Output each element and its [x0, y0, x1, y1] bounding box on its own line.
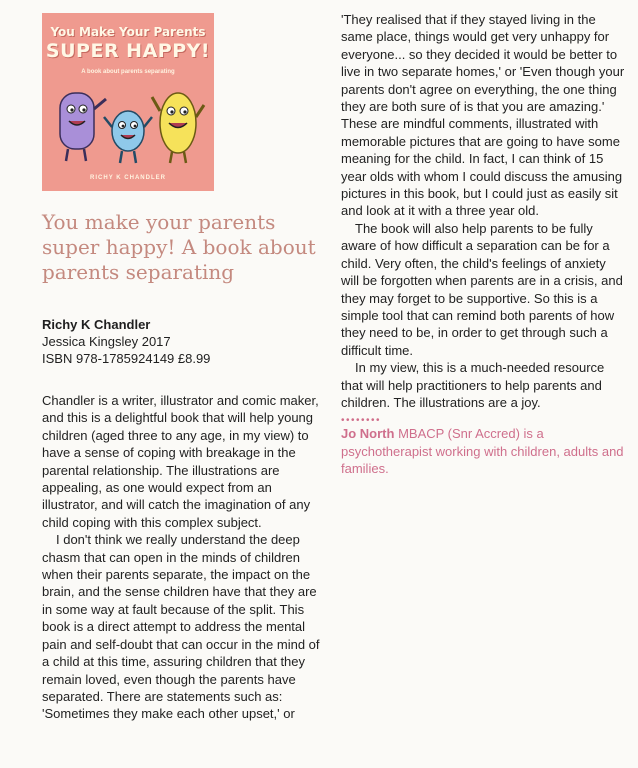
- review-headline: You make your parents super happy! A book about parents separating: [42, 210, 316, 284]
- cover-author: RICHY K CHANDLER: [90, 175, 166, 181]
- reviewer-bio: [341, 425, 625, 477]
- book-isbn-price: ISBN 978-1785924149 £8.99: [42, 351, 211, 366]
- book-cover: [42, 13, 214, 191]
- left-column: [42, 392, 326, 723]
- paragraph: I don't think we really understand the deep chasm that can open in the minds of children when their parents separate, the impact on the brain, and the sense children have that they are in some way at fault because of the split. This book is a direct attempt to address the mental pain and self-doubt that can occur in the mind of a child at this time, assuring children that they remain loved, even though the parents have separated. There are statements such as: 'Sometimes they make each other upset,' or: [42, 532, 320, 722]
- cover-title-line1: You Make Your Parents: [50, 25, 206, 39]
- blue-character-illustration: [104, 111, 152, 163]
- cover-subtitle: A book about parents separating: [81, 69, 175, 75]
- book-details: [42, 316, 312, 367]
- paragraph: In my view, this is a much-needed resource that will help practitioners to help parents and children. The illustrations are a joy.: [341, 360, 605, 410]
- cover-title-line2: SUPER HAPPY!: [45, 40, 211, 62]
- yellow-character-illustration: [152, 93, 204, 163]
- paragraph: Chandler is a writer, illustrator and comic maker, and this is a delightful book that will help young children (aged three to any age, in my view) to have a sense of coping with breakage in the parental relationship. The illustrations are appealing, as one would expect from an illustrator, and will catch the imagination of any child coping with this complex subject.: [42, 393, 319, 530]
- reviewer-name: Jo North: [341, 426, 395, 442]
- paragraph: The book will also help parents to be fully aware of how difficult a separation can be for a child. Very often, the child's feelings of anxiety will be forgotten when parents are in a crisis, and they may forget to be supportive. So this is a simple tool that can remind both parents of how they need to be, in order to get through such a difficult time.: [341, 220, 623, 358]
- purple-character-illustration: [60, 93, 106, 161]
- book-author: Richy K Chandler: [42, 317, 151, 332]
- book-publisher: Jessica Kingsley 2017: [42, 334, 171, 349]
- right-column: [341, 11, 625, 478]
- divider-dots: ••••••••: [341, 415, 382, 427]
- reviewer-credentials: MBACP (Snr Accred) is a psychotherapist working with children, adults and families.: [341, 426, 624, 477]
- cover-illustration: [42, 81, 214, 171]
- paragraph: 'They realised that if they stayed living in the same place, things would get very unhappy for everyone... so they decided it would be better to live in two separate homes,' or 'Even though your parents don't agree on everything, the one thing they are both sure of is that you are amazing.' These are mindful comments, illustrated with memorable pictures that are going to have some meaning for the child. In fact, I can think of 15 year olds with whom I could discuss the amusing pictures in this book, but I could just as easily sit and look at it with a three year old.: [341, 12, 625, 219]
